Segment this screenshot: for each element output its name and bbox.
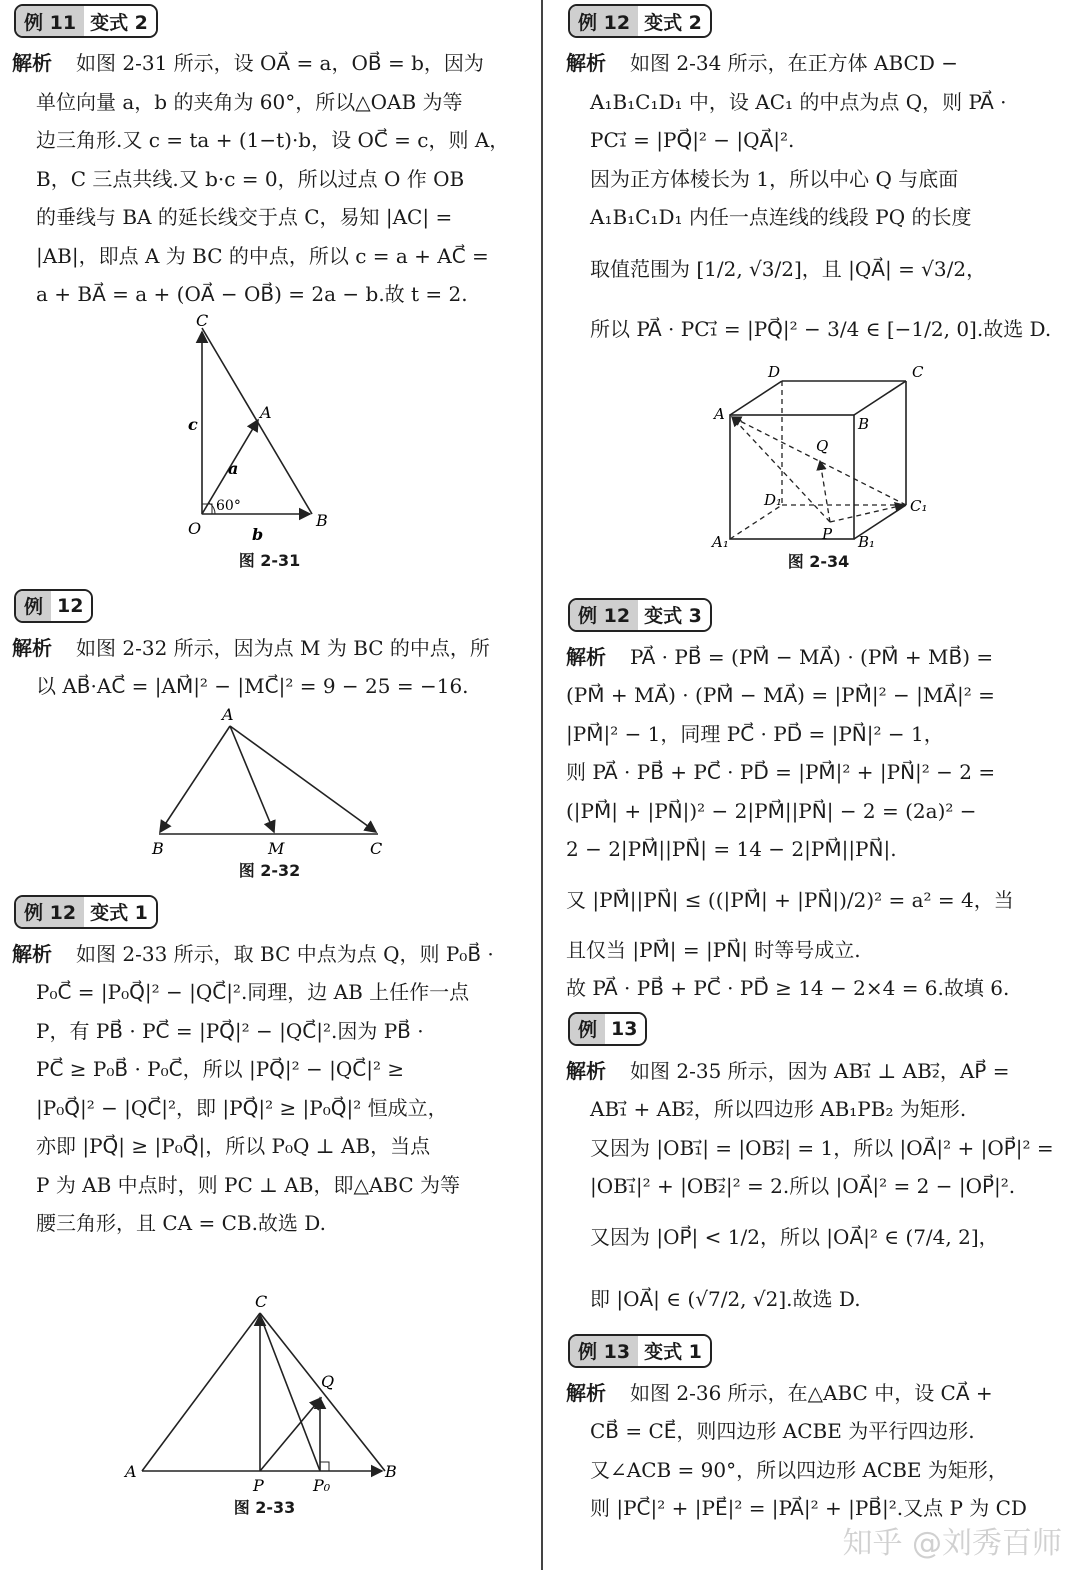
svg-text:B₁: B₁ [858,532,876,547]
svg-text:a: a [228,458,239,478]
watermark: 知乎 @刘秀百师 [842,1526,1062,1561]
solution-label: 解析 [566,1380,606,1405]
text-line: 腰三角形，且 CA = CB.故选 D. [36,1211,326,1235]
svg-text:Q: Q [321,1371,335,1391]
example-12-variant-1 [12,891,537,1518]
text-line: P，有 PB⃗ · PC⃗ = |PQ⃗|² − |QC⃗|².因为 PB⃗ · [36,1018,424,1043]
text-line: PC⃗ ≥ P₀B⃗ · P₀C⃗，所以 |PQ⃗|² − |QC⃗|² ≥ [36,1057,405,1081]
figure-caption: 图 2-33 [233,1497,296,1517]
text-line: |P₀Q⃗|² − |QC⃗|²，即 |PQ⃗|² ≥ |P₀Q⃗|² 恒成立， [36,1095,448,1120]
text-line: A₁B₁C₁D₁ 中，设 AC₁ 的中点为点 Q，则 PA⃗ · [590,89,1007,114]
solution-text [12,935,537,1243]
example-12-variant-2 [566,0,1080,572]
tag-example: 例 11 [16,6,84,36]
solution-label: 解析 [566,644,606,669]
svg-text:P₀: P₀ [313,1475,331,1493]
figure-2-34 [706,357,946,547]
text-line: 如图 2-36 所示，在△ABC 中，设 CA⃗ + [630,1380,993,1405]
section-tag [568,598,712,632]
figure-2-32 [142,706,402,856]
example-12 [12,585,537,881]
figure-2-33 [117,1283,417,1493]
solution-label: 解析 [566,51,606,75]
figure-2-31 [172,314,372,546]
svg-text:A: A [222,705,234,724]
solution-label: 解析 [12,51,52,75]
tag-example: 例 13 [570,1336,638,1366]
text-line: |OB₁⃗|² + |OB₂⃗|² = 2.所以 |OA⃗|² = 2 − |OP⃗|². [590,1174,1016,1198]
text-line: P₀C⃗ = |P₀Q⃗|² − |QC⃗|².同理，边 AB 上任作一点 [36,980,470,1004]
left-column [12,0,537,1518]
svg-text:O: O [188,518,202,538]
tag-number: 13 [605,1014,645,1044]
text-line: 故 PA⃗ · PB⃗ + PC⃗ · PD⃗ ≥ 14 − 2×4 = 6.故填 6. [566,976,1010,1000]
text-line: 取值范围为 [1/2, √3/2]，且 |QA⃗| = √3/2， [590,256,987,281]
text-line: 所以 PA⃗ · PC₁⃗ = |PQ⃗|² − 3/4 ∈ [−1/2, 0].故选 D. [590,316,1052,341]
figure-caption: 图 2-32 [238,860,301,880]
example-11-variant-2 [12,0,537,571]
solution-label: 解析 [12,941,52,966]
svg-text:60°: 60° [216,497,241,514]
solution-label: 解析 [566,1058,606,1083]
text-line: 单位向量 a，b 的夹角为 60°，所以△OAB 为等 [36,89,463,114]
tag-variant: 变式 1 [84,897,156,927]
section-tag [568,4,712,38]
text-line: |PM⃗|² − 1，同理 PC⃗ · PD⃗ = |PN⃗|² − 1， [566,721,944,746]
solution-text [566,44,1080,357]
tag-example: 例 [570,1014,605,1044]
svg-text:D: D [768,362,781,381]
svg-text:C₁: C₁ [910,496,928,515]
text-line: PC₁⃗ = |PQ⃗|² − |QA⃗|². [590,128,795,152]
column-divider [541,0,543,1570]
text-line: 如图 2-32 所示，因为点 M 为 BC 的中点，所 [76,635,490,660]
svg-text:M: M [268,838,285,856]
right-column [566,0,1080,1528]
text-line: B，C 三点共线.又 b·c = 0，所以过点 O 作 OB [36,166,465,191]
text-line: 又因为 |OB₁⃗| = |OB₂⃗| = 1，所以 |OA⃗|² + |OP⃗|² = [590,1135,1054,1160]
text-line: a + BA⃗ = a + (OA⃗ − OB⃗) = 2a − b.故 t = 2. [36,282,468,306]
text-line: (|PM⃗| + |PN⃗|)² − 2|PM⃗||PN⃗| − 2 = (2a)² − [566,798,977,823]
svg-text:b: b [252,524,264,544]
text-line: A₁B₁C₁D₁ 内任一点连线的线段 PQ 的长度 [590,205,972,229]
text-line: CB⃗ = CE⃗，则四边形 ACBE 为平行四边形. [590,1419,975,1443]
text-line: 则 |PC⃗|² + |PE⃗|² = |PA⃗|² + |PB⃗|².又点 P 为 CD [590,1496,1027,1520]
example-13-variant-1 [566,1330,1080,1528]
text-line: 又因为 |OP⃗| < 1/2，所以 |OA⃗|² ∈ (7/4, 2]， [590,1224,999,1249]
figure-caption: 图 2-31 [238,550,301,570]
svg-text:A: A [125,1461,137,1481]
svg-text:c: c [188,414,198,434]
section-tag [14,589,93,623]
svg-text:C: C [370,838,383,856]
svg-text:B: B [316,510,328,530]
example-12-variant-3 [566,594,1080,1008]
text-line: 因为正方体棱长为 1，所以中心 Q 与底面 [590,166,959,191]
text-line: 则 PA⃗ · PB⃗ + PC⃗ · PD⃗ = |PM⃗|² + |PN⃗|² − 2 = [566,760,996,784]
section-tag [14,4,158,38]
tag-example: 例 12 [570,600,638,630]
solution-text [566,1052,1080,1330]
text-line: 如图 2-33 所示，取 BC 中点为点 Q，则 P₀B⃗ · [76,941,494,966]
tag-variant: 变式 1 [638,1336,710,1366]
svg-text:C: C [255,1291,268,1311]
text-line: 的垂线与 BA 的延长线交于点 C，易知 |AC| = [36,205,453,229]
svg-text:A: A [714,404,725,423]
svg-text:B: B [858,414,870,433]
svg-text:P: P [822,524,833,543]
text-line: P 为 AB 中点时，则 PC ⊥ AB，即△ABC 为等 [36,1172,461,1197]
text-line: 且仅当 |PM⃗| = |PN⃗| 时等号成立. [566,937,861,962]
tag-example: 例 12 [16,897,84,927]
solution-text [12,629,537,706]
text-line: 如图 2-34 所示，在正方体 ABCD − [630,51,958,75]
text-line: 边三角形.又 c = ta + (1−t)·b，设 OC⃗ = c，则 A， [36,128,510,152]
tag-variant: 变式 3 [638,600,710,630]
text-line: 如图 2-31 所示，设 OA⃗ = a，OB⃗ = b，因为 [76,51,484,75]
solution-text [566,1374,1080,1528]
svg-text:A₁: A₁ [712,532,729,547]
tag-variant: 变式 2 [84,6,156,36]
text-line: 2 − 2|PM⃗||PN⃗| = 14 − 2|PM⃗||PN⃗|. [566,837,897,861]
svg-text:B: B [152,838,164,856]
text-line: 以 AB⃗·AC⃗ = |AM⃗|² − |MC⃗|² = 9 − 25 = −16. [36,674,469,698]
svg-text:D₁: D₁ [764,490,783,509]
svg-text:B: B [385,1461,397,1481]
section-tag [568,1012,647,1046]
text-line: PA⃗ · PB⃗ = (PM⃗ − MA⃗) · (PM⃗ + MB⃗) = [630,644,994,669]
text-line: |AB|，即点 A 为 BC 的中点，所以 c = a + AC⃗ = [36,243,489,268]
svg-text:A: A [260,402,272,422]
text-line: 即 |OA⃗| ∈ (√7/2, √2].故选 D. [590,1286,861,1311]
svg-text:C: C [196,313,209,330]
text-line: 如图 2-35 所示，因为 AB₁⃗ ⊥ AB₂⃗，AP⃗ = [630,1058,1010,1083]
section-tag [568,1334,712,1368]
svg-text:Q: Q [816,436,829,455]
tag-example: 例 [16,591,51,621]
tag-variant: 变式 2 [638,6,710,36]
text-line: AB₁⃗ + AB₂⃗，所以四边形 AB₁PB₂ 为矩形. [590,1097,967,1121]
svg-text:P: P [253,1475,264,1493]
text-line: 亦即 |PQ⃗| ≥ |P₀Q⃗|，所以 P₀Q ⊥ AB，当点 [36,1134,431,1158]
text-line: (PM⃗ + MA⃗) · (PM⃗ − MA⃗) = |PM⃗|² − |MA⃗|² = [566,683,995,707]
tag-example: 例 12 [570,6,638,36]
figure-caption: 图 2-34 [787,551,850,571]
solution-text [12,44,537,314]
text-line: 又 |PM⃗||PN⃗| ≤ ((|PM⃗| + |PN⃗|)/2)² = a² = 4，当 [566,887,1014,912]
solution-text [566,638,1080,1008]
tag-number: 12 [51,591,91,621]
section-tag [14,895,158,929]
svg-text:C: C [912,362,924,381]
solution-label: 解析 [12,635,52,660]
text-line: 又∠ACB = 90°，所以四边形 ACBE 为矩形， [590,1457,1008,1482]
example-13 [566,1008,1080,1330]
